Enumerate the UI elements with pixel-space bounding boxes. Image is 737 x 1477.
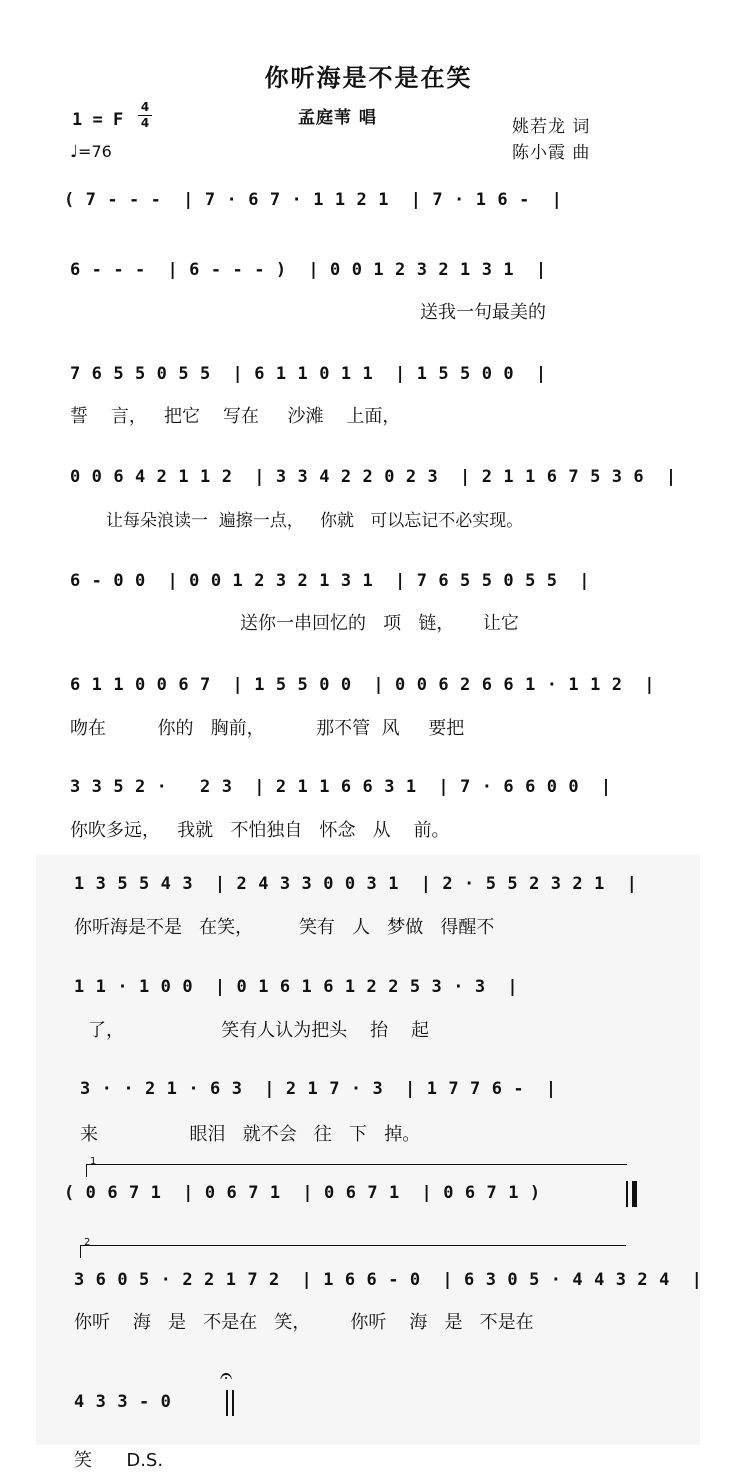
lyric-line-5: 送你一串回忆的 项 链， 让它 bbox=[240, 613, 519, 634]
score-line-4: 0 0 6 4 2 1 1 2 | 3 3 4 2 2 0 2 3 | 2 1 1 6 7 5 3 6 | bbox=[70, 467, 677, 487]
score-line-2: 6 - - - | 6 - - - ) | 0 0 1 2 3 2 1 3 1 | bbox=[70, 260, 547, 280]
lyric-line-3: 誓 言， 把它 写在 沙滩 上面， bbox=[70, 406, 401, 427]
lyric-line-9: 了， 笑有人认为把头 抬 起 bbox=[88, 1020, 430, 1041]
score-line-7: 3 3 5 2 · 2 3 | 2 1 1 6 6 3 1 | 7 · 6 6 0 0 | bbox=[70, 777, 612, 797]
second-ending-bracket bbox=[80, 1237, 626, 1258]
scan-shade-region bbox=[36, 855, 703, 1445]
score-line-6: 6 1 1 0 0 6 7 | 1 5 5 0 0 | 0 0 6 2 6 6 1 · 1 1 2 | bbox=[70, 675, 656, 695]
score-line-8: 1 3 5 5 4 3 | 2 4 3 3 0 0 3 1 | 2 · 5 5 2 3 2 1 | bbox=[74, 874, 638, 894]
score-line-11: ( 0 6 7 1 | 0 6 7 1 | 0 6 7 1 | 0 6 7 1 ) bbox=[64, 1183, 541, 1203]
lyric-line-7: 你吹多远， 我就 不怕独自 怀念 从 前。 bbox=[70, 820, 450, 841]
lyric-line-12: 你听 海 是 不是在 笑， 你听 海 是 不是在 bbox=[74, 1312, 534, 1333]
score-line-12: 3 6 0 5 · 2 2 1 7 2 | 1 6 6 - 0 | 6 3 0 5 · 4 4 3 2 4 | bbox=[74, 1270, 703, 1290]
composer-credit: 陈小霞 曲 bbox=[512, 143, 591, 163]
score-line-5: 6 - 0 0 | 0 0 1 2 3 2 1 3 1 | 7 6 5 5 0 5 5 | bbox=[70, 571, 591, 591]
lyric-line-6: 吻在 你的 胸前， 那不管 风 要把 bbox=[70, 718, 465, 739]
final-barline-thin-2 bbox=[232, 1390, 234, 1416]
key-signature: 1 = F bbox=[72, 110, 124, 130]
singer-credit: 孟庭苇 唱 bbox=[298, 108, 377, 128]
first-ending-number: 1 bbox=[90, 1156, 97, 1167]
second-ending-number: 2 bbox=[84, 1237, 91, 1248]
repeat-barline-thick bbox=[632, 1181, 637, 1207]
quarter-note-icon: ♩ bbox=[70, 142, 79, 162]
time-signature-bottom: 4 bbox=[138, 115, 152, 131]
first-ending-bracket bbox=[86, 1156, 627, 1177]
score-line-10: 3 · · 2 1 · 6 3 | 2 1 7 · 3 | 1 7 7 6 - | bbox=[80, 1079, 557, 1099]
fermata-icon: 𝄐 bbox=[220, 1364, 233, 1389]
score-line-1: ( 7 - - - | 7 · 6 7 · 1 1 2 1 | 7 · 1 6 - | bbox=[64, 190, 563, 210]
tempo-value: =76 bbox=[78, 142, 112, 161]
score-line-3: 7 6 5 5 0 5 5 | 6 1 1 0 1 1 | 1 5 5 0 0 | bbox=[70, 364, 547, 384]
time-signature-top: 4 bbox=[140, 100, 150, 114]
final-barline-thin bbox=[226, 1390, 228, 1416]
score-line-9: 1 1 · 1 0 0 | 0 1 6 1 6 1 2 2 5 3 · 3 | bbox=[74, 977, 519, 997]
lyric-line-8: 你听海是不是 在笑， 笑有 人 梦做 得醒不 bbox=[74, 917, 495, 938]
lyric-line-10: 来 眼泪 就不会 往 下 掉。 bbox=[80, 1124, 421, 1145]
tempo-marking bbox=[70, 142, 112, 162]
time-signature bbox=[138, 100, 152, 131]
lyric-line-4: 让每朵浪读一 遍擦一点， 你就 可以忘记不必实现。 bbox=[106, 511, 524, 531]
lyric-line-13: 笑 D.S. bbox=[74, 1450, 164, 1471]
lyric-line-2: 送我一句最美的 bbox=[420, 302, 546, 323]
score-line-13: 4 3 3 - 0 bbox=[74, 1392, 172, 1412]
lyricist-credit: 姚若龙 词 bbox=[512, 117, 591, 137]
repeat-barline-thin bbox=[626, 1181, 628, 1207]
song-title: 你听海是不是在笑 bbox=[264, 64, 473, 92]
